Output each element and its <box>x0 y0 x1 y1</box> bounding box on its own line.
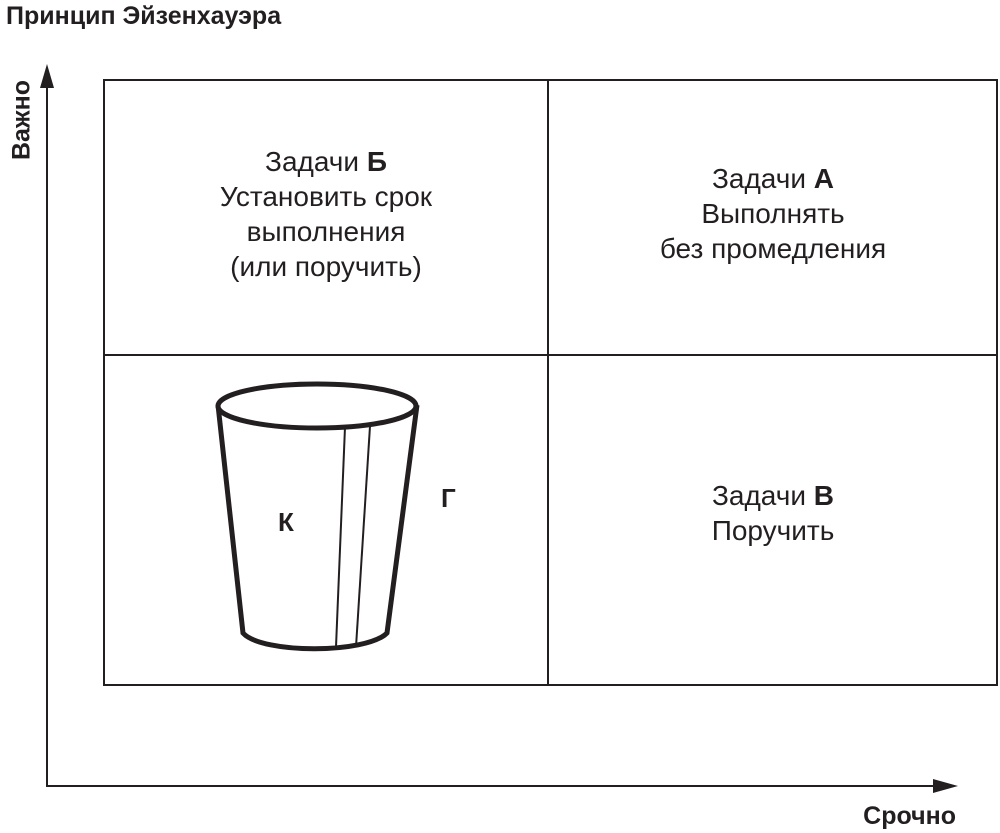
trash-bin-icon <box>218 384 417 649</box>
quadrant-v <box>548 355 998 685</box>
quadrant-v-heading: Задачи В <box>711 480 835 511</box>
axis-x-label: Срочно <box>863 802 956 830</box>
quadrant-a <box>548 80 998 353</box>
quadrant-g-letter: Г <box>441 483 456 513</box>
y-axis-arrow-icon <box>40 64 54 88</box>
quadrant-v-letter: В <box>813 480 835 511</box>
quadrant-a-line: без промедления <box>659 233 887 264</box>
axis-y-label: Важно <box>7 79 36 161</box>
quadrant-a-heading: Задачи А <box>711 163 835 194</box>
quadrant-b-line: (или поручить) <box>230 250 422 282</box>
quadrant-a-line: Выполнять <box>701 198 845 229</box>
quadrant-b-line: выполнения <box>246 215 406 247</box>
x-axis <box>46 779 958 793</box>
quadrant-b-heading: Задачи Б <box>265 145 387 177</box>
trash-bin-letter: К <box>278 507 294 537</box>
quadrant-a-letter: А <box>813 163 835 194</box>
x-axis-arrow-icon <box>933 779 958 793</box>
diagram-title: Принцип Эйзенхауэра <box>6 2 282 30</box>
quadrant-b-letter: Б <box>366 145 387 177</box>
quadrant-v-line: Поручить <box>711 515 835 546</box>
quadrant-b-line: Установить срок <box>219 180 433 212</box>
y-axis <box>40 64 54 786</box>
quadrant-b <box>104 80 548 353</box>
